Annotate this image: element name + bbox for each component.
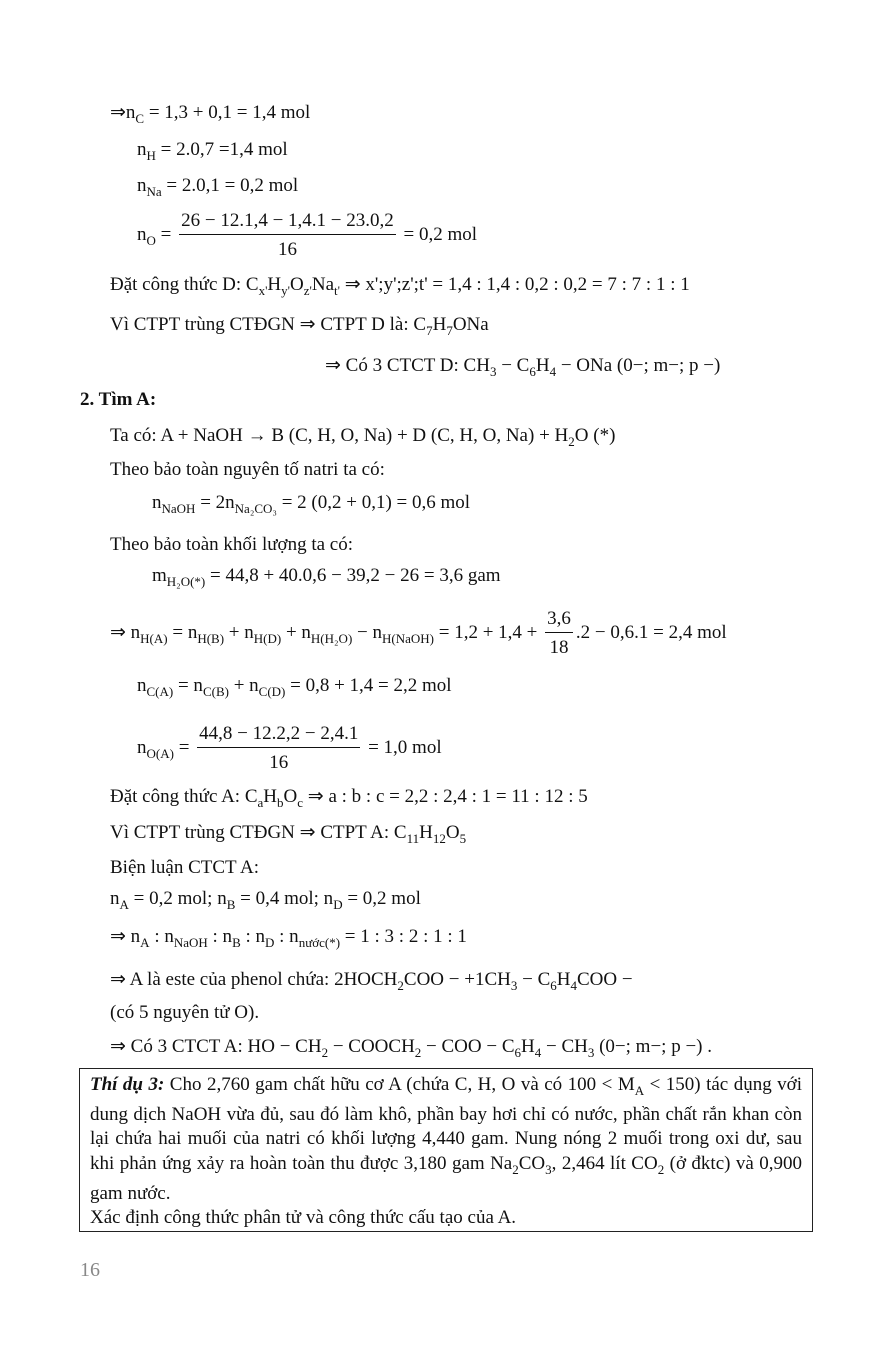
- subscript: C: [135, 111, 145, 126]
- text-line: [110, 534, 353, 556]
- subscript: NaOH: [161, 501, 196, 516]
- subscript: D: [333, 897, 343, 912]
- subscript: C(B): [202, 684, 229, 699]
- text-segment: COO −: [576, 969, 633, 990]
- text-segment: =: [155, 223, 177, 245]
- text-segment: + n: [281, 621, 311, 643]
- example-text: Cho 2,760 gam chất hữu cơ A (chứa C, H, O và có 100 < M: [164, 1074, 635, 1095]
- text-segment: .2 − 0,6.1 = 2,4 mol: [575, 621, 727, 643]
- text-line: [152, 565, 501, 593]
- text-line: [137, 210, 477, 261]
- text-line: [137, 175, 298, 203]
- example-label: Thí dụ 3:: [90, 1074, 165, 1095]
- subscript: c: [297, 795, 304, 810]
- subscript: A: [634, 1082, 645, 1098]
- subscript: 2: [657, 1161, 665, 1177]
- text-segment: Đặt công thức D: C: [110, 274, 259, 295]
- subscript: 2: [414, 1045, 422, 1060]
- text-segment: : n: [274, 926, 299, 947]
- numerator: 3,6: [545, 608, 573, 633]
- fraction: [179, 210, 396, 261]
- fraction: [197, 723, 360, 774]
- text-line: [110, 822, 466, 850]
- example-box: [79, 1068, 813, 1232]
- example-text: (ở đktc) và 0,900 gam nước.: [90, 1152, 802, 1204]
- subscript: 2: [397, 978, 404, 993]
- text-segment: O: [283, 786, 298, 807]
- text-segment: = 1,3 + 0,1 = 1,4 mol: [144, 102, 311, 123]
- subscript: 2: [512, 1161, 519, 1177]
- subscript: Na₂CO₃: [234, 501, 277, 516]
- subscript: 4: [549, 364, 557, 379]
- text-line: [325, 355, 720, 383]
- text-segment: = 2n: [195, 492, 235, 513]
- text-segment: ⇒ Có 3 CTCT A: HO − CH: [110, 1036, 322, 1057]
- text-segment: Vì CTPT trùng CTĐGN ⇒ CTPT A: C: [110, 822, 407, 843]
- subscript: 7: [426, 323, 433, 338]
- text-line: [110, 459, 385, 481]
- text-segment: O: [445, 822, 460, 843]
- subscript: O(A): [146, 745, 174, 761]
- text-segment: = 2.0,1 = 0,2 mol: [161, 175, 299, 196]
- text-segment: = n: [167, 621, 198, 643]
- subscript: 4: [534, 1045, 542, 1060]
- text-segment: : n: [240, 926, 266, 947]
- subscript: B: [232, 935, 241, 950]
- text-line: [110, 608, 727, 659]
- subscript: 3: [489, 364, 497, 379]
- fraction: [545, 608, 573, 659]
- text-line: [110, 425, 615, 453]
- text-line: [110, 274, 690, 302]
- subscript: 5: [459, 831, 467, 846]
- text-line: [137, 139, 288, 167]
- text-segment: = 44,8 + 40.0,6 − 39,2 − 26 = 3,6 gam: [205, 565, 501, 586]
- numerator: 26 − 12.1,4 − 1,4.1 − 23.0,2: [179, 210, 396, 235]
- text-line: [80, 389, 156, 411]
- text-segment: Biện luận CTCT A:: [110, 857, 260, 878]
- text-line: [110, 102, 310, 130]
- text-segment: + n: [228, 675, 259, 696]
- subscript: H: [146, 148, 156, 163]
- subscript: 6: [514, 1045, 522, 1060]
- subscript: D: [265, 935, 275, 950]
- subscript: H(NaOH): [382, 630, 434, 646]
- text-segment: (0−; m−; p −) .: [594, 1036, 712, 1057]
- text-segment: = 1 : 3 : 2 : 1 : 1: [340, 926, 467, 947]
- text-segment: ⇒ x';y';z';t' = 1,4 : 1,4 : 0,2 : 0,2 = 7 : 7 : 1 : 1: [339, 274, 690, 295]
- text-segment: =: [173, 736, 195, 758]
- text-segment: = n: [173, 675, 203, 696]
- text-line: [137, 675, 452, 703]
- text-segment: ⇒ Có 3 CTCT D: CH: [325, 355, 490, 376]
- text-segment: = 0,4 mol; n: [235, 888, 334, 909]
- text-segment: m: [152, 565, 167, 586]
- subscript: H(D): [253, 630, 282, 646]
- example-text: , 2,464 lít CO: [551, 1152, 658, 1174]
- subscript: 2: [568, 434, 575, 449]
- subscript: O: [146, 232, 156, 248]
- subscript: 4: [570, 978, 577, 993]
- subscript: A: [119, 897, 129, 912]
- subscript: H₂O(*): [166, 574, 206, 589]
- subscript: C(D): [258, 684, 286, 699]
- example-text: < 150) tác dụng với dung dịch NaOH vừa đủ, sau đó làm khô, phần bay hơi chỉ có nước, phần chất rắn khan còn lại chứa hai muối của natri có khối lượng 4,440 gam. Nung nóng 2 muối trong oxi dư, sau khi phản ứng xảy ra hoàn toàn thu được 3,180 gam Na: [90, 1074, 803, 1174]
- denominator: 16: [269, 752, 289, 773]
- text-segment: − C: [496, 355, 530, 376]
- text-segment: ⇒ n: [110, 621, 141, 643]
- text-segment: Vì CTPT trùng CTĐGN ⇒ CTPT D là: C: [110, 314, 427, 335]
- text-segment: n: [137, 736, 147, 758]
- text-segment: Đặt công thức A: C: [110, 786, 258, 807]
- subscript: 3: [545, 1161, 552, 1177]
- text-line: [110, 786, 588, 814]
- text-segment: Na: [311, 274, 334, 295]
- subscript: z': [303, 283, 312, 298]
- text-segment: Theo bảo toàn nguyên tố natri ta có:: [110, 459, 385, 480]
- text-segment: H: [419, 822, 433, 843]
- text-segment: − COOCH: [328, 1036, 415, 1057]
- text-segment: (có 5 nguyên tử O).: [110, 1002, 260, 1023]
- numerator: 44,8 − 12.2,2 − 2,4.1: [197, 723, 360, 748]
- text-line: [110, 926, 467, 954]
- text-segment: = 0,8 + 1,4 = 2,2 mol: [285, 675, 452, 696]
- subscript: 11: [406, 831, 420, 846]
- text-segment: ONa: [452, 314, 489, 335]
- subscript: a: [257, 795, 264, 810]
- subscript: B: [226, 897, 236, 912]
- subscript: x': [258, 283, 268, 298]
- text-line: [137, 723, 442, 774]
- text-segment: − ONa (0−; m−; p −): [556, 355, 721, 376]
- text-segment: ⇒ a : b : c = 2,2 : 2,4 : 1 = 11 : 12 : 5: [303, 786, 588, 807]
- subscript: y': [281, 283, 290, 298]
- example-text: CO: [518, 1152, 546, 1174]
- example-question: Xác định công thức phân tử và công thức cấu tạo của A.: [90, 1207, 517, 1229]
- subscript: 3: [510, 978, 518, 993]
- subscript: H(A): [140, 630, 168, 646]
- text-segment: − CH: [541, 1036, 588, 1057]
- text-line: [152, 492, 470, 520]
- text-line: [110, 1036, 712, 1064]
- text-segment: n: [137, 223, 147, 245]
- text-segment: n: [137, 675, 147, 696]
- subscript: 7: [446, 323, 453, 338]
- text-segment: ⇒ n: [110, 926, 141, 947]
- text-segment: − COO − C: [421, 1036, 515, 1057]
- text-segment: O (*): [574, 425, 616, 446]
- text-segment: n: [137, 139, 147, 160]
- text-segment: = 0,2 mol; n: [128, 888, 227, 909]
- text-line: [110, 314, 489, 342]
- subscript: 2: [321, 1045, 329, 1060]
- text-segment: : n: [207, 926, 233, 947]
- text-line: [110, 969, 633, 997]
- text-segment: = 1,0 mol: [363, 736, 442, 758]
- subscript: NaOH: [173, 935, 208, 950]
- subscript: A: [140, 935, 150, 950]
- text-segment: ⇒n: [110, 102, 136, 123]
- section-heading: 2. Tìm A:: [80, 389, 157, 410]
- text-line: [110, 888, 421, 916]
- text-segment: = 2 (0,2 + 0,1) = 0,6 mol: [276, 492, 471, 513]
- text-segment: ⇒ A là este của phenol chứa: 2HOCH: [110, 969, 398, 990]
- text-segment: = 2.0,7 =1,4 mol: [155, 139, 288, 160]
- text-segment: = 1,2 + 1,4 +: [433, 621, 543, 643]
- text-segment: H: [432, 314, 447, 335]
- text-segment: = 0,2 mol: [398, 223, 478, 245]
- text-segment: Theo bảo toàn khối lượng ta có:: [110, 534, 354, 555]
- text-segment: − n: [352, 621, 382, 643]
- subscript: 3: [587, 1045, 595, 1060]
- text-segment: n: [137, 175, 147, 196]
- text-segment: H: [267, 274, 282, 295]
- denominator: 18: [549, 637, 569, 658]
- text-segment: n: [152, 492, 162, 513]
- subscript: b: [277, 795, 284, 810]
- subscript: t': [334, 283, 340, 298]
- text-segment: n: [110, 888, 120, 909]
- text-segment: H: [556, 969, 571, 990]
- text-segment: = 0,2 mol: [342, 888, 421, 909]
- text-segment: H: [263, 786, 278, 807]
- subscript: H(H₂O): [310, 630, 353, 646]
- subscript: 6: [529, 364, 536, 379]
- text-segment: COO − +1CH: [403, 969, 511, 990]
- text-line: [110, 1002, 259, 1024]
- subscript: 6: [550, 978, 557, 993]
- text-line: [110, 857, 259, 879]
- text-segment: + n: [224, 621, 254, 643]
- subscript: 12: [432, 831, 446, 846]
- subscript: H(B): [197, 630, 225, 646]
- text-segment: O: [289, 274, 304, 295]
- subscript: nước(*): [298, 935, 341, 950]
- denominator: 16: [277, 239, 297, 260]
- subscript: C(A): [146, 684, 174, 699]
- text-segment: Ta có: A + NaOH → B (C, H, O, Na) + D (C, H, O, Na) + H: [110, 425, 569, 446]
- subscript: Na: [146, 184, 162, 199]
- page-number: 16: [80, 1259, 100, 1281]
- text-segment: − C: [517, 969, 551, 990]
- text-segment: H: [521, 1036, 535, 1057]
- text-segment: H: [535, 355, 550, 376]
- text-segment: : n: [149, 926, 174, 947]
